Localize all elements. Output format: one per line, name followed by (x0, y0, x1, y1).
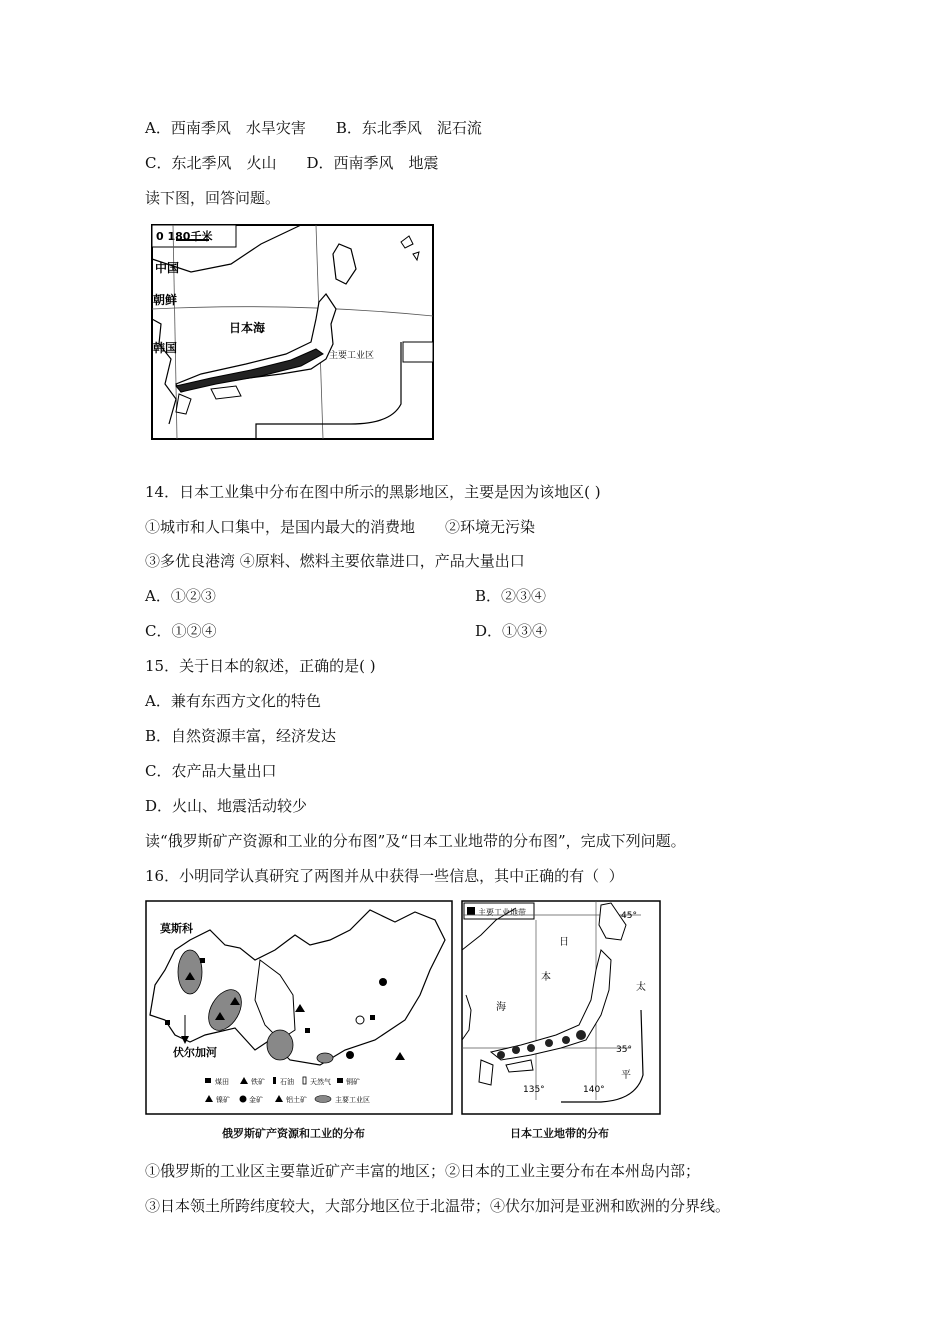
svg-text:主要工业区: 主要工业区 (335, 1096, 370, 1104)
label-china: 中国 (155, 261, 180, 275)
label-north-korea: 朝鲜 (153, 293, 178, 307)
label-south-korea: 韩国 (153, 341, 178, 355)
lat-35: 35° (616, 1045, 632, 1055)
q14-statement-1: ①城市和人口集中，是国内最大的消费地 ②环境无污染 (145, 518, 536, 536)
lon-135: 135° (523, 1085, 545, 1095)
svg-text:煤田: 煤田 (215, 1078, 229, 1086)
q15-option-a: A．兼有东西方文化的特色 (145, 692, 321, 710)
svg-text:太: 太 (636, 982, 646, 993)
svg-text:铝土矿: 铝土矿 (286, 1096, 307, 1104)
svg-text:铜矿: 铜矿 (346, 1078, 360, 1086)
japan-industrial-map (151, 224, 434, 440)
q13-options-line-2: C．东北季风 火山 D．西南季风 地震 (145, 154, 439, 172)
map-intro: 读下图，回答问题。 (145, 189, 281, 207)
svg-text:本: 本 (541, 972, 551, 983)
q14-option-c: C．①②④ (145, 622, 217, 640)
lon-140: 140° (583, 1085, 605, 1095)
russia-map-caption: 俄罗斯矿产资源和工业的分布 (222, 1127, 365, 1140)
q15-option-b: B．自然资源丰富，经济发达 (145, 727, 337, 745)
lat-45: 45° (621, 911, 637, 921)
svg-text:天然气: 天然气 (310, 1078, 331, 1086)
japan-legend: 主要工业地带 (478, 908, 526, 917)
q15-stem: 15．关于日本的叙述，正确的是( ) (145, 657, 376, 675)
svg-text:金矿: 金矿 (249, 1096, 263, 1104)
svg-text:铁矿: 铁矿 (251, 1078, 265, 1086)
label-sea-of-japan: 日本海 (229, 321, 266, 335)
q14-statement-2: ③多优良港湾 ④原料、燃料主要依靠进口，产品大量出口 (145, 552, 525, 570)
q14-stem: 14．日本工业集中分布在图中所示的黑影地区，主要是因为该地区( ) (145, 483, 601, 501)
q16-statement-1: ①俄罗斯的工业区主要靠近矿产丰富的地区；②日本的工业主要分布在本州岛内部； (145, 1162, 701, 1180)
maps-intro: 读“俄罗斯矿产资源和工业的分布图”及“日本工业地带的分布图”，完成下列问题。 (145, 832, 686, 850)
scale-label: 0 180千米 (156, 230, 213, 243)
q13-options-line-1: A．西南季风 水旱灾害 B．东北季风 泥石流 (145, 119, 482, 137)
svg-text:平: 平 (621, 1070, 631, 1081)
russia-resource-map (145, 900, 453, 1115)
q14-option-d: D．①③④ (475, 622, 548, 640)
q16-statement-2: ③日本领土所跨纬度较大，大部分地区位于北温带；④伏尔加河是亚洲和欧洲的分界线。 (145, 1197, 731, 1215)
q14-option-b: B．②③④ (475, 587, 547, 605)
label-moscow: 莫斯科 (160, 922, 193, 935)
label-industrial-zone: 主要工业区 (329, 351, 375, 361)
q15-option-c: C．农产品大量出口 (145, 762, 277, 780)
svg-text:镍矿: 镍矿 (216, 1096, 230, 1104)
q15-option-d: D．火山、地震活动较少 (145, 797, 308, 815)
svg-text:日: 日 (559, 937, 569, 948)
svg-text:石油: 石油 (280, 1078, 294, 1086)
japan-industrial-belt-map (461, 900, 661, 1115)
japan-map-caption: 日本工业地带的分布 (510, 1127, 609, 1140)
svg-text:海: 海 (496, 1002, 506, 1013)
q16-stem: 16．小明同学认真研究了两图并从中获得一些信息，其中正确的有（ ） (145, 867, 624, 885)
q14-option-a: A．①②③ (145, 587, 216, 605)
label-volga: 伏尔加河 (173, 1046, 217, 1059)
